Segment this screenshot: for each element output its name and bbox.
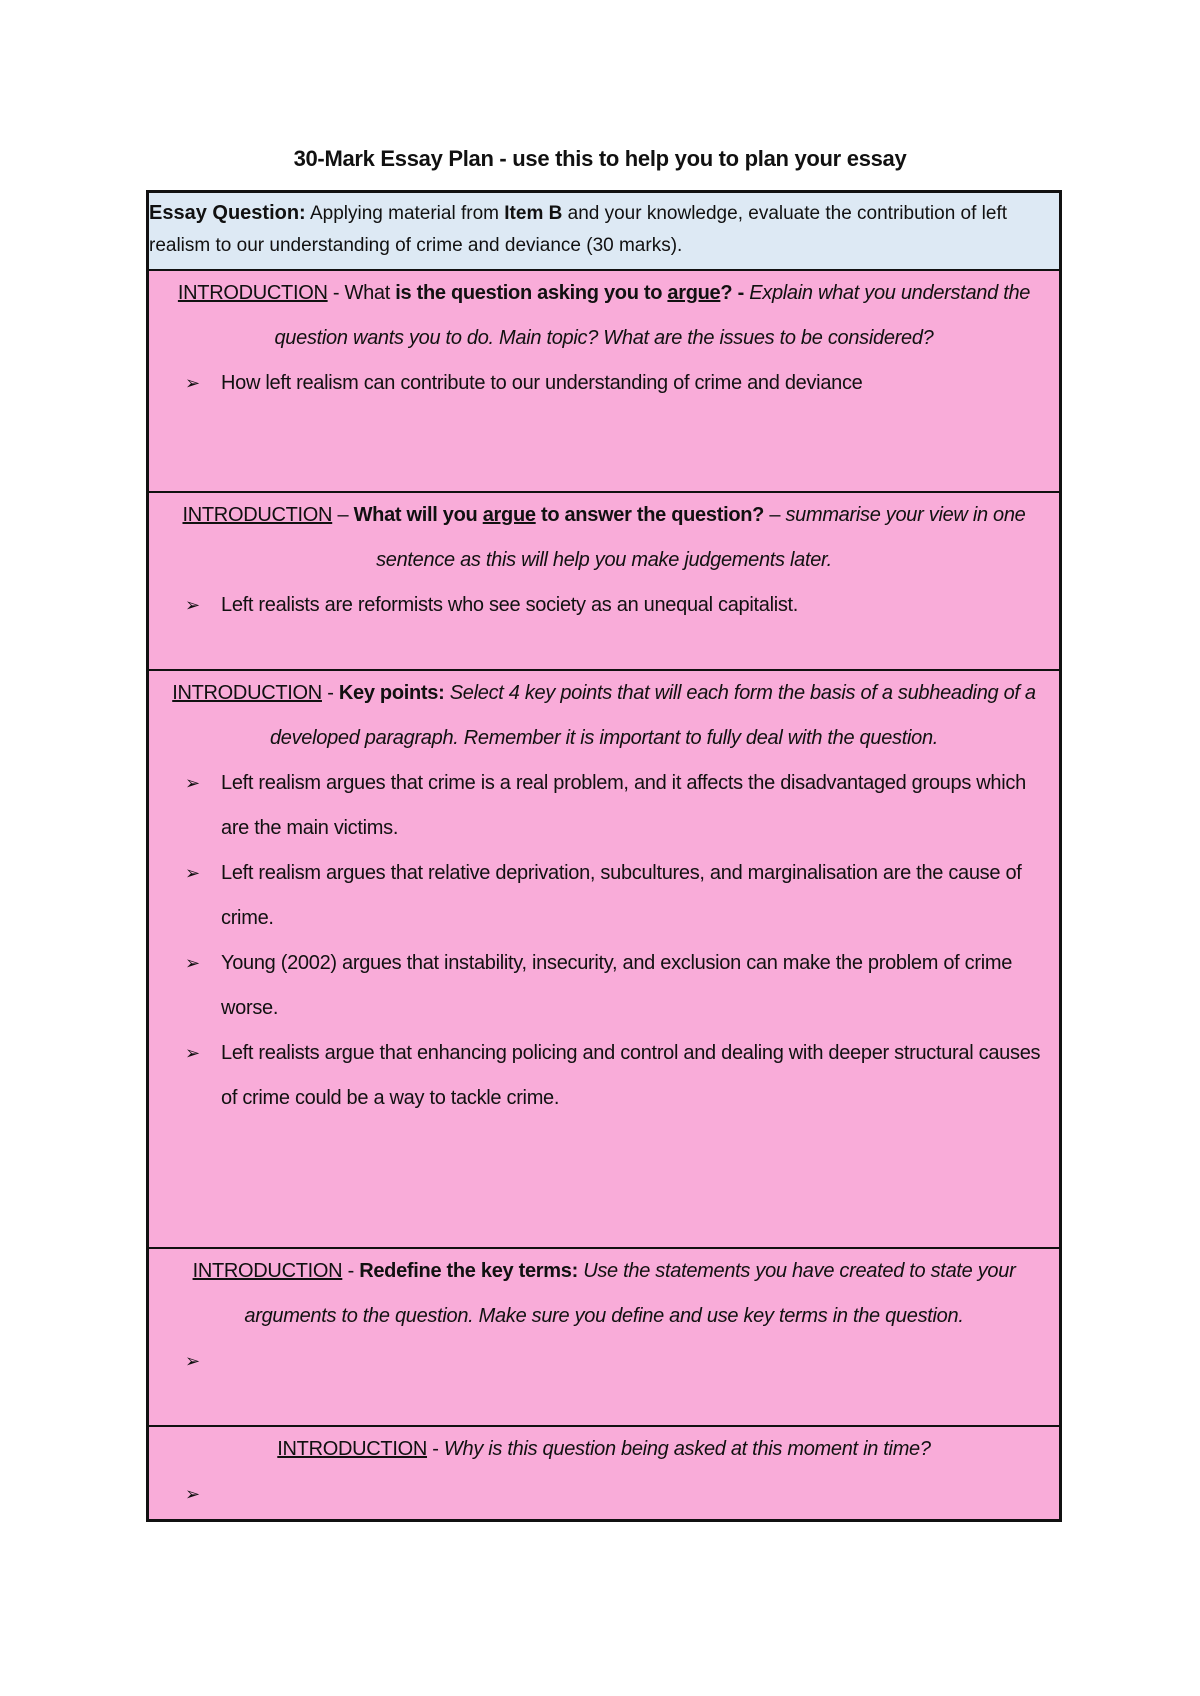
section-prompt: Redefine the key terms: [359, 1260, 578, 1282]
section-why-now [149, 1427, 1059, 1519]
section-label: INTRODUCTION [172, 682, 322, 704]
essay-question-row [149, 193, 1059, 271]
list-item [149, 583, 1059, 628]
arrow-bullet-icon: ➢ [185, 373, 200, 393]
section-label: INTRODUCTION [192, 1260, 343, 1282]
section-instructions: Why is this question being asked at this moment in time? [443, 1438, 931, 1460]
section-separator: - [347, 1260, 354, 1282]
section-separator: - [432, 1438, 439, 1460]
list-item-text: Left realism argues that crime is a real problem, and it affects the disadvantaged groups which are the main victims. [221, 772, 1026, 839]
section-separator: – [337, 504, 349, 526]
list-item [149, 761, 1059, 851]
section-prompt: is the question asking you to [395, 282, 663, 304]
list-item [149, 1472, 1059, 1517]
section-argue-question [149, 271, 1059, 493]
arrow-bullet-icon: ➢ [185, 863, 200, 883]
section-argue-word: argue [482, 504, 536, 526]
section-heading [149, 671, 1059, 761]
arrow-bullet-icon: ➢ [185, 953, 200, 973]
section-heading [149, 1249, 1059, 1339]
section-prompt: Key points: [338, 682, 445, 704]
section-separator-2: – [769, 504, 781, 526]
section-instructions: Explain what you understand the question wants you to do. Main topic? What are the issues to be considered? [274, 282, 1031, 349]
list-item-text: Left realists are reformists who see society as an unequal capitalist. [221, 594, 799, 616]
section-instructions: summarise your view in one sentence as this will help you make judgements later. [376, 504, 1026, 571]
list-item [149, 1031, 1059, 1121]
arrow-bullet-icon: ➢ [185, 1043, 200, 1063]
section-instructions: Use the statements you have created to state your arguments to the question. Make sure you define and use key terms in the question. [244, 1260, 1016, 1327]
list-item-text: How left realism can contribute to our understanding of crime and deviance [221, 372, 863, 394]
section-label: INTRODUCTION [277, 1438, 428, 1460]
arrow-bullet-icon: ➢ [185, 595, 200, 615]
section-key-terms [149, 1249, 1059, 1427]
arrow-bullet-icon: ➢ [185, 1484, 200, 1504]
list-item-text: Young (2002) argues that instability, insecurity, and exclusion can make the problem of crime worse. [221, 952, 1013, 1019]
essay-question-label: Essay Question: [149, 202, 306, 224]
section-instructions: Select 4 key points that will each form the basis of a subheading of a developed paragraph. Remember it is important to fully deal with the question. [269, 682, 1036, 749]
section-label: INTRODUCTION [182, 504, 333, 526]
list-item-text: Left realists argue that enhancing policing and control and dealing with deeper structural causes of crime could be a way to tackle crime. [221, 1042, 1041, 1109]
section-label: INTRODUCTION [177, 282, 328, 304]
section-your-argument [149, 493, 1059, 671]
list-item [149, 851, 1059, 941]
arrow-bullet-icon: ➢ [185, 1351, 200, 1371]
section-key-points [149, 671, 1059, 1249]
section-heading [149, 493, 1059, 583]
section-prompt-end: ? - [720, 282, 744, 304]
essay-plan-table [146, 190, 1062, 1522]
section-heading [149, 1427, 1059, 1472]
essay-question-text-2: and your knowledge, evaluate the contribution of left realism to our understanding of crime and deviance (30 marks). [149, 203, 1008, 256]
section-heading [149, 271, 1059, 361]
section-prompt-end: to answer the question? [540, 504, 765, 526]
section-separator: - [327, 682, 334, 704]
essay-question-item: Item B [504, 203, 563, 224]
essay-question-text-1: Applying material from [309, 203, 499, 224]
arrow-bullet-icon: ➢ [185, 773, 200, 793]
page-title: 30-Mark Essay Plan - use this to help you to plan your essay [293, 146, 907, 171]
list-item [149, 1339, 1059, 1384]
list-item [149, 941, 1059, 1031]
section-separator: - What [332, 282, 390, 304]
list-item-text: Left realism argues that relative deprivation, subcultures, and marginalisation are the cause of crime. [221, 862, 1022, 929]
section-prompt: What will you [353, 504, 478, 526]
list-item [149, 361, 1059, 406]
section-argue-word: argue [667, 282, 721, 304]
